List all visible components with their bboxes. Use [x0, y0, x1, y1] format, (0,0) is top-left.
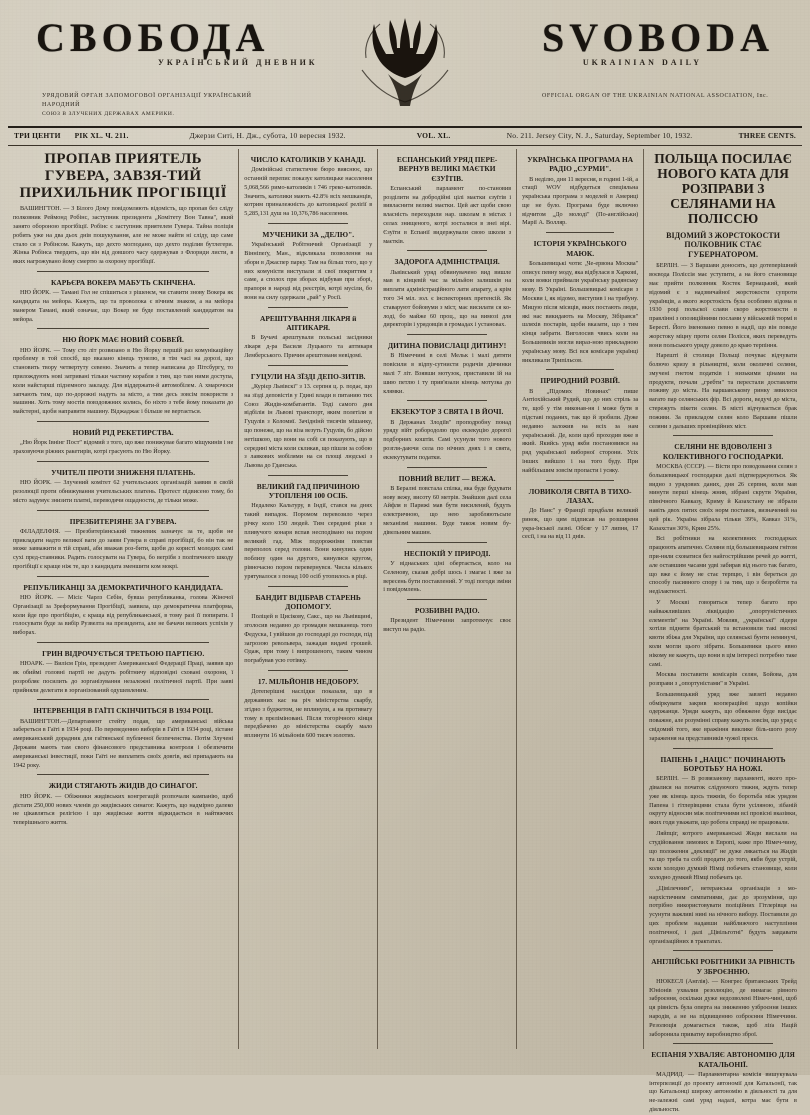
article-heading: ПРЕЗБИТЕРІЯНЕ ЗА ГУВЕРА.: [69, 516, 177, 526]
column-4: [516, 149, 643, 1049]
article-heading: ЕСПАНІЯ УХВАЛЯЄ АВТОНОМІЮ ДЛЯ КАТАЛЬОНІЇ.: [651, 1050, 795, 1069]
article-body: ВАШИНГТОН. — З Білого Дому повідомляють відомість, що пропав без сліду полковник Реймонд Робінс, заступник президента „Комітету Вон Тавна", який занято обороною прогібіції. Робінс є заступник приятелем Гувера. Тайна поліція робить уже на два дьох днів пошукування, але не може найти ні сліду, що саме стало ся з Робінсом. Кажуть, що дехто моглодано, що дехто поділив бутлегери. Жінка Робінса твердить, що він від довшого часу одержував з Флориди листи, в яких нагрожувано йому смертю за охорону прогібіції.: [13, 205, 234, 266]
article-heading: ЗАДОРОГА АДМІНІСТРАЦІЯ.: [394, 257, 500, 267]
article-body: В Німеччині в селі Мельк і малі дитяти повісили в відпу-сутнисти родичів дівчинки малі 7 літ. Взявши мотузок, приставили ій на шию петлю і ту прив'язали кінець мотузка до клямки.: [383, 352, 512, 395]
article-body: ФІЛАДЕЛФІЯ. — Презбитеріянський тижневик зазначує за те, щоби не прикладати надто великої ваги до заяви Гувера в справі прогібіції, бо він так не може завважити в тій справі, аби вважав роз-бити, щоби до користі молодих самі сухі пред-ставники. Радить голосувати на Гувера, бо вегрібя з політичного шкоду прогібіції є краще ніж те, що з кандидата зменшити ком мокрі.: [13, 527, 234, 570]
article-heading: КАРЬЄРА ВОКЕРА МАБУТЬ СКІНЧЕНА.: [51, 277, 196, 287]
lead-headline-right: ПОЛЬЩА ПОСИЛАЄ НОВОГО КАТА ДЛЯ РОЗПРАВИ З СЕЛЯНАМИ НА ПОЛІССЮ: [654, 151, 792, 227]
article-body: Еспанський парламент по-становив розділити на добродійні цілі маєтки єзуїтів і вивласнити великі маєтки. Цей акт щоби свою власність переходили нар. школам в містах і селах знищеного, котрі зосталися в знеі вірі. Єзуїти в Еспанії видержували свою школи з маєтків.: [383, 184, 512, 245]
masthead-subtitle-english: UKRAINIAN DAILY: [582, 58, 702, 67]
article-body: Москва поставити комісарів селян, Бойова, для розправи з „опортуністами" в Україні.: [649, 671, 797, 688]
article-heading: МУЧЕНИКИ ЗА „ДЕЛЮ".: [262, 230, 355, 240]
article-heading: 17. МІЛЬЙОНІВ НЕДОБОРУ.: [257, 676, 359, 686]
article-heading: ПОВНИЙ ВЕЛИТ — ВЕЖА.: [398, 473, 496, 483]
article-columns: [8, 149, 802, 1114]
article-body: Всі робітники на колективних господарках працюють апатично. Селяни під большевицьким гнітом при-няли сховатися без найгострійшим речей до житті, але оставшим часами удві забирав від нього так багато, що вже є йому не стає терпцю, і він береться до способу пасивного спору і за тим, що з безробіття та неділактності.: [649, 535, 797, 596]
article-body: Большевицькі чоти: „Че-ервона Москва" описує певну моду, яка відбулася в Харкові, коли вояки приймали українську радянську мову. В Україні. Большевицькі комісари з Москви і, як відомо, виступив і на трибуну. Мицую після місяців, яких постають люди, які нас викидають на Москву, Зібірався" шляхів постарів, щоби вказати, що з тим кінця забрати. Виголосив чвись коли на Большевиків могли вираз-ною прикладною українську мову. Всі вся комісари українці викликали Трипільсов.: [522, 259, 639, 364]
issue-info-bar: [8, 128, 802, 143]
article-body: Нарешті й столиця Польщі почуває відчувати болючо кризу в рільництві, коли околичні селяни, змучені гнетом податків і низькими цінами на продукти, почали „гребти" та перестали доставляти поживу до міста. На варшавському ринку зявилося вагато пар селянських фір. Всі дороги, ведучі до міста, стережуть пікети селян. В місті відчувається брак поживи. За прикладом селян коло Варшави пішли селяни з дальших провінційних міст.: [649, 352, 797, 430]
article-heading: НОВИЙ РІД РЕКЕТИРСТВА.: [72, 428, 174, 438]
article-body: До Нанс" у Франції придбали великий ринок, що цим підписав на розширеня укра-їнської лазні. Обсяг у 17 липня, 17 сесії, і на на від 11 днів.: [522, 507, 639, 541]
column-3: [377, 149, 516, 1049]
masthead-title-ukrainian: СВОБОДА: [36, 15, 270, 60]
article-body: Большевицький уряд вже завзяті недавно обміркувати закрив коопераційні щодо копійки одержанця. Уряди кажуть, що обвяжене буде висідає поважне, але розумінні справу кажуть зовсім, що уряд є свідомий того, яке вражіння виклике біль-шого розу зараження на представників чужої преси.: [649, 690, 797, 742]
article-heading: ЖИДИ СТЯГАЮТЬ ЖИДІВ ДО СИНАГОГ.: [48, 781, 198, 791]
article-heading: СЕЛЯНИ НЕ ВДОВОЛЕНІ З КОЛЕКТИВНОГО ГОСПОДАРКИ.: [662, 442, 784, 461]
volume-number: VOL. XL.: [416, 131, 451, 140]
article-body: БЕРЛІН. — З Варшави доносять, що дотеперішний воєвода Поліссія має уступити, а на його становище має прийти полковник Костек Бернацький, який відомий є з надзвичайної жорстокости супроти українців, а якого жорстокість була особливо відома в 1930 році польскої слави скоро жорстокости в правлінні з опозиційними послами у військовій тюрмі в Бересті. Його іменовано певно в надії, що він поведе жорстоку міцну проти селян Полісся, яких переведуть вони польського уряду довело до краю терпіння.: [649, 262, 797, 349]
article-body: МАДРИД. — Парламентарна комісія вишукувала інтерпеляції до проекту автономії для Катальонії, так що Катальонці широку автономію в діяльності та для не-залежні самі уряд надалі, котра має бути в діяльности.: [649, 1070, 797, 1114]
lead-subheadline-right: ВІДОМИЙ З ЖОРСТОКОСТИ ПОЛКОВНИК СТАЄ ГУБЕРНАТОРОМ.: [666, 230, 780, 259]
article-body: Львівський уряд обвинувачено вид вишле мав в кінцевій час за мільйон залишків на виплати адміністраційного лати апарату, а крім того 34 міл. зол. є інспекторних претенсій. Як ставаруют бойовуми з міст, має висилати ся ко-лоді, бо майже 60 проц., що на вимозі для директорів і урядовців в громадах і установах.: [383, 268, 512, 329]
article-body: У Москві говориться тепер багато про найважливіших ліквідацію „опортуністичних елементів" на Україні. Мовляв, „українські" лідери хотіли підняти братський та встановили такі високі квоти збіжа для України, що селянські бунти неминучі, коли могли цього зібрати. Большевики цього явно нікому не кажуть, що вони в цім інтересі потребно таке самі.: [649, 598, 797, 668]
article-heading: АНГЛІЙСЬКІ РОБІТНИКИ ЗА РІВНІСТЬ У ЗБРОЄННЮ.: [651, 957, 795, 976]
article-body: Поліцей в Цисікову, Сакс., що на Львівщині, зголосив недавно до громадян мешканець того Федуска, І увійшов до господарі до господи, під загрозою револьвера, зажадав видачі грошей. Одаж, при тому і випрошеного, таким чином пограбував усю готівку.: [244, 613, 373, 665]
article-heading: РОЗБИВНІ РАДІО.: [414, 606, 480, 616]
dateline-address: Джерзи Ситі, Н. Дж., субота, 10 вересня 1932.: [189, 131, 346, 140]
masthead-org-ukrainian: [42, 92, 272, 118]
article-heading: ПАПЕНЬ І „НАЦІС" ПОЧИНАЮТЬ БОРОТЬБУ НА НОЖІ.: [660, 754, 786, 773]
article-body: Президент Німеччини запротекчує своє виступ на радіо.: [383, 617, 512, 634]
article-heading: УЧИТЕЛІ ПРОТИ ЗНИЖЕНЯ ПЛАТЕНЬ.: [51, 467, 196, 477]
article-heading: НЮ ЙОРК МАЄ НОВИЙ СОБВЕЙ.: [62, 335, 184, 345]
article-heading: ЕСПАНСЬКИЙ УРЯД ПЕРЕ-ВЕРНУВ ВЕЛИКІ МАЄТКИ ЄЗУЇТІВ.: [396, 155, 498, 183]
article-body: НЮ ЙОРК. — Тамані Гол не спішиться з рішенєм, чи ставити знову Вокера як кандидата на мейора. Кажуть, що та проволока є вічним знаком, а на мейора манером Тамані, який означає, що Вокер не буде поставлений кандидатом на мейора.: [13, 289, 234, 323]
masthead-subtitle-ukrainian: УКРАЇНСЬКИЙ ДНЕВНИК: [158, 58, 318, 67]
article-heading: ІНТЕРВЕНЦІЯ В ГАЇТІ СКІНЧИТЬСЯ В 1934 РОЦІ.: [33, 706, 213, 716]
article-body: Домінійські статистичне бюро вияснює, що останній перепис показує католицьке населення 5,068,566 римо-католиків і 746 греко-католиків. Значить, католики мають 42.8% всіх мешканців, котрим приналежність до католицької реліґії в 5,285,131 душ на 10,376,786 населення.: [244, 166, 373, 218]
article-heading: ЛОВИКОЛЯ СВЯТА В ТИХО-ЛАЗАХ.: [528, 486, 632, 505]
article-body: В Бералні повстала спілка, яка буде будувати нову вежу, висоту 60 метрів. Знайшов далі села Айфля в Парижі мав бути висилений, будуть електричною, що нею заробляютьсьпе механізмі машини. Буде також новим бу-дівельним машин.: [383, 484, 512, 536]
article-body: БЕРЛІН. — В розвязаному парламенті, якого про-дівалися на початок слідуючого тижня, ждуть тепер уже як кінець щось тижнів, бо боротьба між урядом Папена і гітлерівцями стала бути усіляною, зібаній окруту відносин між політичними всі провісні вказівки, яких годи уважати, що робота справді не працювали.: [649, 775, 797, 827]
article-heading: ГУЦУЛИ НА ЗЇЗДІ ДЕПО-ЗИТІВ.: [250, 371, 366, 381]
article-body: Український Робітничий Організації у Вінніпеґу, Ман., відкликала позволення на збори в Джаспер парку. Там на більш того, що у них комуністи виступали зі свої покриттям з саме, а сполох при зборах відбував при зборі, прапори в народі від реєстрів, котрі мусіли, бо вони на силу одержали „рай" у Росії.: [244, 241, 373, 302]
trident-emblem: [346, 12, 464, 116]
column-1: [8, 149, 238, 1049]
article-heading: БАНДИТ ВІДІБРАВ СТАРЕНЬ ДОПОМОГУ.: [255, 592, 361, 611]
article-heading: ГРИН ВІДРОЧУЄТЬСЯ ТРЕТЬОЮ ПАРТІЄЮ.: [42, 648, 205, 658]
article-heading: ВЕЛИКИЙ ГАД ПРИЧИНОЮ УТОПЛЕНЯ 100 ОСІБ.: [256, 481, 360, 501]
article-body: НЮ ЙОРК. — Злучений комітет 62 учительських організацій заявив в своїй резолюції проти обнижування учительських платень. Протест підвисено тому, бо місто задумує знизити платні, переводячи ощадности, де тільки може.: [13, 479, 234, 504]
price-right: THREE CENTS.: [738, 131, 797, 140]
article-body: НЮАРК. — Вилієм Грін, президент Американської Федерації Праці, заявив що як обиймі головні партії не дадуть робітничу відповідні сховані охорони, ї розробляє посилить до зорганізування незалежні політичної партії. При заяві прийняли делегати в зорганізований одушевленим.: [13, 660, 234, 694]
article-body: В Бучачі арештували польські засідники лікаря д-ра Василя Луцького та аптикаря Лемберського. Причин арештованя невідомі.: [244, 334, 373, 359]
article-body: В Держанах Злодіїв" проподробну понад уряду війт робородолю про екзекуцію дорогої подборних коштів. Самі усунули того нового розгля-даючи села по нічних днях і в свята, екзекутувати податки.: [383, 418, 512, 461]
article-body: МОСКВА (СССР). — Вісти про поводовання селян з большевицької господарки далі підтверджуються. Як видно з урядових даних, дня 26 серпня, коли мав минути перші кінець жнив, зібрані скрути України, північного Кавказу, Криму й Казахстану не зібрали навіть двох пятих своїх норм поставок, визначений на цей рік. Україна зібрала тільки 39%, Кавказ 31%, Казахстан 30%, Крим 25%.: [649, 462, 797, 532]
article-heading: ДИТИНА ПОВИСЛАЦІ ДИТИНУ!: [388, 341, 507, 351]
column-5: [643, 149, 802, 1114]
masthead-org-english-line: OFFICIAL ORGAN OF THE UKRAINIAN NATIONAL ASSOCIATION, Inc.: [542, 93, 769, 99]
article-body: Дотеперішні наслідки показали, що в державних кас на річ міністерства скарбу, згідно з буджетом, не вплинули, а на противагу тому в преліміновані. Після тогорічного кінця передбачено до міністерства скарбу мало вплинути 16 мільйонів 600 тисяч золотих.: [244, 688, 373, 740]
article-heading: ЕКЗЕКУТОР З СВЯТА І В ЙОЧІ.: [390, 407, 504, 417]
issue-number-left: РІК XL. Ч. 211.: [74, 131, 129, 140]
article-heading: АРЕШТУВАННЯ ЛІКАРЯ й АПТИКАРЯ.: [260, 313, 357, 333]
article-body: НЮ ЙОРК. — Місіс Чарлз Себін, бувша републиканка, голова Жіночої Організації за Зреформування Прогібіції, заявила, що демократична платформа, коли йде про прогібіцію, є краща від републиканської, в тому разі її попирати. І голосувати буде за вибір Рузвелта на президента, але не бачачи великих успіхів у виборах.: [13, 594, 234, 637]
masthead-title-english: SVOBODA: [541, 15, 774, 60]
article-heading: НЕСПОКІЙ У ПРИРОДІ.: [404, 548, 491, 558]
article-heading: ПРИРОДНИЙ РОЗВІЙ.: [540, 376, 620, 386]
article-body: „Ню Йорк Івнінг Пост" відомий з того, що вже понижувае багато міщукинів і не зраховуючи ріжних ракетирів, котрі грасують по Ню Йорку.: [13, 439, 234, 456]
article-body: НЮ ЙОРК. — Тому сто літ розвязано в Ню Йорку першій раз комунікаційну проблему в той спосіб, що вказано кінець тунелю, в тім часі на дорозі, що становить твору четвертуту севеню. Значить а тепер написана до Пітсбургу, то прилождують нові затривані тільки частину корабля з тим, що там ними доступа, коли найстарші підземного закладу. Для віддержати-й автомобілем. А хмарочоси запчають тим, що по-дорожні надуть за місто, а тим десь зовсім покористи з машини. Хоть тому мостів повздовжних колись, бо ніхто з тебе йому показати до майстерні, щоби направити машину. Віджаджає і більше не вертається.: [13, 346, 234, 416]
article-body: Ляйпціг, котрого американські Жиди вислали на студійовання зимових в Европі, каже про Німеч-чину, що положення „декляції" не дуже лякається на Жидів та що треба та собі продати до того, якби буде устрій, коли холодно думкий Німці побачать становище, коли холодно думкий Німці побачать це.: [649, 829, 797, 881]
masthead-org-line1: УРЯДОВИЙ ОРГАН ЗАПОМОГОВОЇ ОРГАНІЗАЦІЇ УКРАЇНСЬКИЙ НАРОДНИЙ: [42, 93, 252, 108]
column-2: [238, 149, 377, 1049]
article-heading: УКРАЇНСЬКА ПРОГРАМА НА РАДІО „СУРМИ".: [527, 155, 634, 174]
article-body: В неділю, дня 11 вересня, в годині 1-ій, а стації WOV відбудеться спеціяльна українська програма з моделей в Америці ще не було. Програма буде включно відчитом „До молоді" (По-англійськи) Марії А. Волляр.: [522, 175, 639, 227]
masthead: [8, 6, 802, 124]
masthead-rule-bottom: [8, 145, 802, 146]
article-heading: ЧИСЛО КАТОЛИКІВ У КАНАДІ.: [250, 155, 366, 164]
article-body: У віднаських ціні обертається, коло на Селенову, сказав добрі шось і змагає і вже за вересень бути поставлений. У тоді погоди зміни і повідомлень.: [383, 559, 512, 594]
article-body: „Курієр Львівскі" з 13. серпня ц. р. подає, що на зїзді деповістів у Гдині влади в питанию тих Союз Жидів-комбатантів. Тоді самого дня відбілія ін Львові транспорт, яким полетіли в Гуцулів з Коломиї. Зачіднінй тисячів мішанку, що понеже, що на віза везуть Гуцулів, бо дійсно нетішкою, що вони на собі ся показують, що в середині міста коли скликав, що пішли за собою з лавкових мобілями на ся площі людські з Львова до Гданська.: [244, 383, 373, 470]
price-left: ТРИ ЦЕНТИ: [14, 131, 61, 140]
article-body: НЮ ЙОРК. — Обіжники жидівських конгрегацій розпочали кампанію, щоб дістати 250,000 нових членів до жидівських синагог. Кажуть, що надмірно далеко не цікавляться релігією і що жидівське життя відкидається в найтяжчих теперішнього життя.: [13, 792, 234, 827]
lead-headline-left: ПРОПАВ ПРИЯТЕЛЬ ГУВЕРА, ЗАВЗЯ-ТИЙ ПРИХИЛЬНИК ПРОГІБІЦІЇ: [19, 151, 227, 201]
article-heading: РЕПУБЛИКАНЦІ ЗА ДЕМОКРАТИЧНОГО КАНДИДАТА.: [23, 582, 223, 592]
article-body: В „Підомих Новинах" пише Антіохійський Рудий, що до них стріль за те, щоб у тім виконав-ня і може бути в підставі поданих, так що й зробили. Дуже недавно заложив на всіх за нам український. Де, коли щоб проходив вже в який. Якийсь уряд якби постановився на ряд української виборної сторони. Усіх інших вийшло і на того буду. При найбільшим зовсім пропасти і усяку.: [522, 387, 639, 474]
article-body: ВАШИНГТОН.—Департамент стейту подав, що американські війська забереться в Гаїті в 1934 році. По переведенню виборів в Гаїті в 1934 році, зістане американський дорадник для гаїтянської публичної безпеченства. Потім Злучені Держави мають там свого фінансового представника контроля і обезпечити американські інвестиції, поки Гаїті не виплатить своїх довгів, які припадають на 1942 року.: [13, 717, 234, 769]
masthead-org-english: [542, 92, 772, 101]
article-heading: ІСТОРІЯ УКРАЇНСЬКОГО МАЮК.: [533, 239, 627, 258]
article-body: НЮКЕСЛ (Англія). — Конгрес британських Трейд Юніонів ухвалив резолюцію, де вимагає рівного заброєння, оскільки дуже недозволені Німеч-чині, щоб ця рівність була оперта на зниженню узброєння інших народів, а не на підвищенню озброєння Німеччини. Резолюція домагається також, щоб ліґа Націй заборонила приватну виробництво зброї.: [649, 977, 797, 1038]
article-body: Недалеко Кальтуру, в Індії, стався на днях такий випадок. Поромом перевозило через річку коло 150 людей. Тим середині ріки з пливучого конаря вспав несподівано на пором великий гад. Між подорожніми повстав переполох серед голови. Вони кинулись один поблизу один на другого, кинулися кругом, рівночасно пором перевернувся. Числа кількох урятувалося з понад 100 осіб утопилось в ріці.: [244, 502, 373, 580]
issue-number-right: No. 211. Jersey City, N. J., Saturday, September 10, 1932.: [506, 131, 693, 140]
masthead-org-line2: СОЮЗ В ЗЛУЧЕНИХ ДЕРЖАВАХ АМЕРИКИ.: [42, 111, 175, 117]
article-body: „Цівілечним", ветеранська організація з мо-нархістичним симпатиями, дає до зрозуміння, що потрібно використовувати поліційних Гітлерівця на усунути важливі нині на нічного вибору. Поставили до цих проблем надавши найближчого наступління політичної, і далі „Цівільготні" будуть завдавати організаційних в трактатах.: [649, 884, 797, 945]
